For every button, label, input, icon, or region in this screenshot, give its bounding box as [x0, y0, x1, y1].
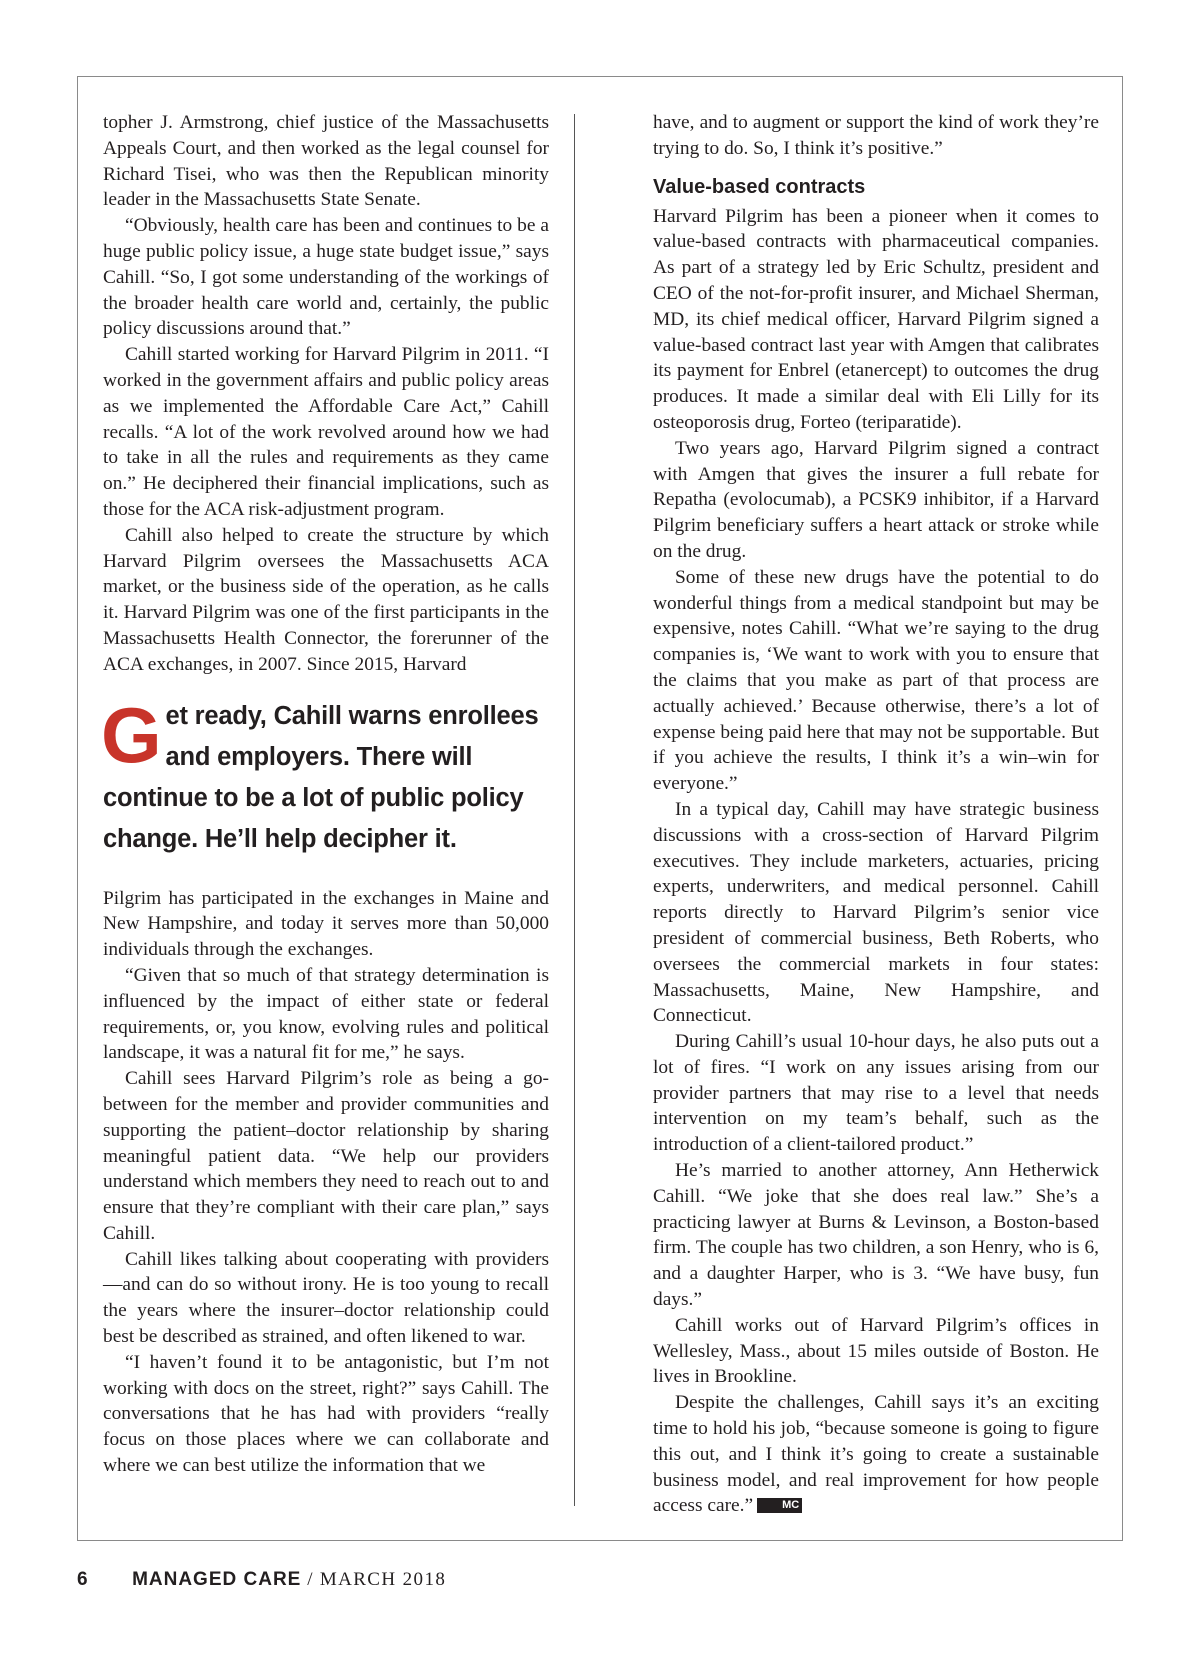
page-footer — [77, 1569, 446, 1591]
paragraph: He’s married to another attorney, Ann Hetherwick Cahill. “We joke that she does real law.” She’s a practicing lawyer at Burns & Levinson, a Boston-based firm. The couple has two children, a son Henry, who is 6, and a daughter Harper, who is 3. “We have busy, fun days.” — [653, 1160, 1099, 1311]
paragraph-last — [653, 1390, 1099, 1519]
pull-quote-text: et ready, Cahill warns enrollees and employers. There will continue to be a lot of public policy change. He’ll help decipher it. — [103, 701, 539, 853]
page-number: 6 — [77, 1569, 89, 1590]
paragraph: have, and to augment or support the kind of work they’re trying to do. So, I think it’s positive.” — [653, 112, 1099, 159]
paragraph: Two years ago, Harvard Pilgrim signed a contract with Amgen that gives the insurer a full rebate for Repatha (evolocumab), a PCSK9 inhibitor, if a Harvard Pilgrim beneficiary suffers a heart attack or stroke while on the drug. — [653, 437, 1099, 562]
paragraph: Some of these new drugs have the potential to do wonderful things from a medical standpoint but may be expensive, notes Cahill. “What we’re saying to the drug companies is, ‘We want to work with you to ensure that the claims that you make as part of that process are actually achieved.’ Because otherwise, there’s a lot of expense being paid here that may not be supportable. But if you achieve the results, I think it’s a win–win for everyone.” — [653, 566, 1099, 795]
paragraph: Cahill also helped to create the structure by which Harvard Pilgrim oversees the Massachusetts ACA market, or the business side of the operation, as he calls it. Harvard Pilgrim was one of the first participants in the Massachusetts Health Connector, the forerunner of the ACA exchanges, in 2007. Since 2015, Harvard — [103, 524, 549, 675]
paragraph: Cahill sees Harvard Pilgrim’s role as being a go-between for the member and provider communities and supporting the patient–doctor relationship by sharing meaningful patient data. “We help our providers understand which members they need to reach out to and ensure that they’re compliant with their care plan,” says Cahill. — [103, 1068, 549, 1244]
paragraph: In a typical day, Cahill may have strategic business discussions with a cross-section of Harvard Pilgrim executives. They include marketers, actuaries, pricing experts, underwriters, and medical personnel. Cahill reports directly to Harvard Pilgrim’s senior vice president of commercial business, Beth Roberts, who oversees the commercial markets in four states: Massachusetts, Maine, New Hampshire, and Connecticut. — [653, 798, 1099, 1027]
section-subhead: Value-based contracts — [653, 175, 866, 198]
paragraph: Cahill works out of Harvard Pilgrim’s offices in Wellesley, Mass., about 15 miles outside of Boston. He lives in Brookline. — [653, 1314, 1099, 1388]
paragraph-text: Despite the challenges, Cahill says it’s an exciting time to hold his job, “because someone is going to figure this out, and I think it’s going to create a sustainable business model, and real improvement for how people access care.” — [653, 1392, 1099, 1517]
column-divider — [574, 114, 575, 1506]
paragraph: Pilgrim has participated in the exchanges in Maine and New Hampshire, and today it serves more than 50,000 individuals through the exchanges. — [103, 887, 549, 961]
paragraph: “Obviously, health care has been and continues to be a huge public policy issue, a huge state budget issue,” says Cahill. “So, I got some understanding of the workings of the broader health care world and, certainly, the public policy discussions around that.” — [103, 215, 549, 340]
paragraph: Cahill started working for Harvard Pilgrim in 2011. “I worked in the government affairs and public policy areas as we implemented the Affordable Care Act,” Cahill recalls. “A lot of the work revolved around how we had to take in all the rules and requirements as they came on.” He deciphered their financial implications, such as those for the ACA risk-adjustment program. — [103, 344, 549, 520]
right-column — [653, 110, 1099, 1519]
issue-date: MARCH 2018 — [319, 1569, 447, 1590]
paragraph: “Given that so much of that strategy determination is influenced by the impact of either state or federal requirements, or, you know, evolving rules and political landscape, it was a natural fit for me,” he says. — [103, 964, 549, 1064]
drop-cap: G — [101, 690, 162, 779]
magazine-name: MANAGED CARE — [132, 1569, 302, 1590]
paragraph: “I haven’t found it to be antagonistic, but I’m not working with docs on the street, right?” says Cahill. The conversations that he has had with providers “really focus on those places where we can collaborate and where we can best utilize the information that we — [103, 1351, 549, 1477]
footer-separator: / — [307, 1569, 314, 1590]
paragraph: topher J. Armstrong, chief justice of the Massachusetts Appeals Court, and then worked as the legal counsel for Richard Tisei, who was then the Republican minority leader in the Massachusetts State Senate. — [103, 112, 549, 211]
paragraph: Harvard Pilgrim has been a pioneer when it comes to value-based contracts with pharmaceutical companies. As part of a strategy led by Eric Schultz, president and CEO of the not-for-profit insurer, and Michael Sherman, MD, its chief medical officer, Harvard Pilgrim signed a value-based contract last year with Amgen that calibrates its payment for Enbrel (etanercept) to outcomes the drug produces. It made a similar deal with Eli Lilly for its osteoporosis drug, Forteo (teriparatide). — [653, 205, 1099, 433]
end-mark-badge: MC — [757, 1498, 802, 1513]
paragraph: During Cahill’s usual 10-hour days, he also puts out a lot of fires. “I work on any issues arising from our provider partners that may rise to a level that needs intervention on my team’s behalf, such as the introduction of a client-tailored product.” — [653, 1031, 1099, 1156]
paragraph: Cahill likes talking about cooperating with providers—and can do so without irony. He is too young to recall the years where the insurer–doctor relationship could best be described as strained, and often likened to war. — [103, 1248, 549, 1348]
pull-quote — [101, 690, 549, 860]
left-column — [103, 110, 549, 1479]
